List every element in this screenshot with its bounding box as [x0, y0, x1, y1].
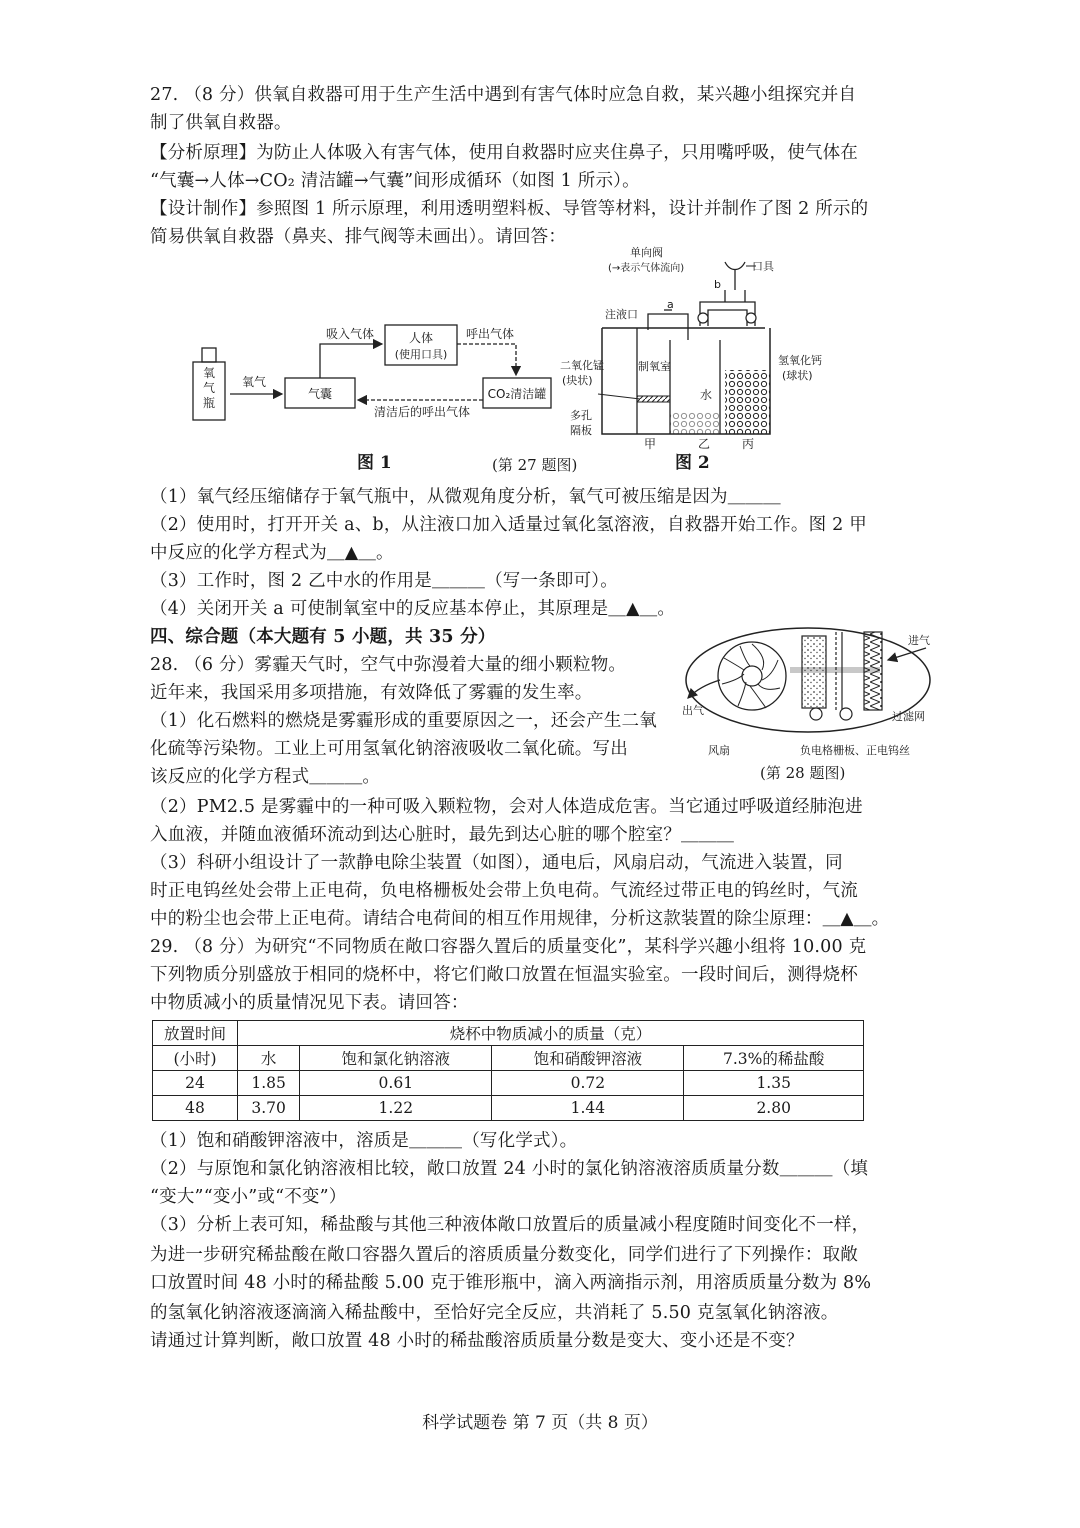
- q29-question-1: （1）饱和硝酸钾溶液中，溶质是＿＿＿（写化学式）。: [150, 1131, 578, 1151]
- q29-line-3: 中物质减小的质量情况见下表。请回答：: [150, 993, 469, 1013]
- figure-1-label: 图 1: [357, 453, 392, 473]
- body-sublabel: (使用口具): [394, 348, 448, 361]
- q29-line-1: 29. （8 分）为研究“不同物质在敞口容器久置后的质量变化”，某科学兴趣小组将 10.00 克: [150, 937, 867, 957]
- q27-question-2: （2）使用时，打开开关 a、b，从注液口加入适量过氧化氢溶液，自救器开始工作。图 2 甲: [150, 515, 867, 535]
- q28-line-6: （2）PM2.5 是雾霾中的一种可吸入颗粒物，会对人体造成危害。当它通过呼吸道经肺泡进: [150, 797, 863, 817]
- q28-line-10: 中的粉尘也会带上正电荷。请结合电荷间的相互作用规律，分析这款装置的除尘原理：＿▲＿。: [150, 909, 890, 929]
- mouthpiece-label: 口具: [752, 260, 774, 273]
- inlet-air-label: 进气: [908, 634, 930, 647]
- oxygen-bottle-label-1: 氧: [202, 366, 216, 380]
- q27-question-3: （3）工作时，图 2 乙中水的作用是＿＿＿（写一条即可）。: [150, 571, 618, 591]
- mno2-sublabel: (块状): [562, 374, 593, 387]
- caoh-sublabel: (球状): [782, 369, 813, 382]
- q29-question-3: （3）分析上表可知，稀盐酸与其他三种液体敞口放置后的质量减小程度随时间变化不一样，: [150, 1215, 870, 1235]
- inhale-label: 吸入气体: [325, 327, 375, 341]
- column-header: 饱和硝酸钾溶液: [492, 1046, 684, 1071]
- q29-question-3-line-4: 的氢氧化钠溶液逐滴滴入稀盐酸中，至恰好完全反应，共消耗了 5.50 克氢氧化钠溶液。: [150, 1303, 839, 1323]
- q29-question-3-line-3: 口放置时间 48 小时的稀盐酸 5.00 克于锥形瓶中，滴入两滴指示剂，用溶质质量分数为 8%: [150, 1273, 872, 1293]
- figure-28-caption: (第 28 题图): [760, 764, 846, 782]
- caoh-label: 氢氧化钙: [778, 354, 822, 367]
- table-subheader-row: [153, 1046, 864, 1071]
- q28-line-2: 近年来，我国采用多项措施，有效降低了雾霾的发生率。: [150, 683, 593, 703]
- q28-line-3: （1）化石燃料的燃烧是雾霾形成的重要原因之一，还会产生二氧: [150, 711, 657, 731]
- table-cell: 48: [153, 1096, 238, 1121]
- chamber-label: 制氧室: [638, 360, 671, 373]
- oxygen-bottle-label-3: 瓶: [202, 396, 216, 410]
- page-footer: 科学试题卷 第 7 页（共 8 页）: [422, 1413, 658, 1433]
- time-unit-header: (小时): [153, 1046, 238, 1071]
- porous-plate-sublabel: 隔板: [570, 424, 592, 437]
- q29-question-2: （2）与原饱和氯化钠溶液相比较，敞口放置 24 小时的氯化钠溶液溶质质量分数＿＿＿（填: [150, 1159, 869, 1179]
- column-header: 饱和氯化钠溶液: [300, 1046, 492, 1071]
- airbag-label: 气囊: [307, 387, 333, 401]
- switch-b-label: b: [714, 278, 721, 291]
- table-cell: 3.70: [238, 1096, 300, 1121]
- outlet-air-label: 出气: [682, 704, 704, 717]
- exhale-label: 呼出气体: [465, 327, 515, 341]
- q28-line-1: 28. （6 分）雾霾天气时，空气中弥漫着大量的细小颗粒物。: [150, 655, 627, 675]
- table-cell: 0.61: [300, 1071, 492, 1096]
- q27-line-1: 27. （8 分）供氧自救器可用于生产生活中遇到有害气体时应急自救，某兴趣小组探究并自: [150, 85, 857, 105]
- co2-can-label: CO₂清洁罐: [487, 387, 547, 401]
- table-cell: 24: [153, 1071, 238, 1096]
- body-label: 人体: [408, 331, 434, 345]
- table-cell: 1.85: [238, 1071, 300, 1096]
- oxygen-label: 氧气: [241, 375, 267, 389]
- part-yi-label: 乙: [698, 437, 711, 451]
- q27-line-4: “气囊→人体→CO₂ 清洁罐→气囊”间形成循环（如图 1 所示）。: [150, 171, 640, 191]
- filter-label: 过滤网: [892, 710, 925, 723]
- part-jia-label: 甲: [644, 437, 657, 451]
- figure-1-diagram: [190, 320, 570, 434]
- fan-label: 风扇: [708, 744, 730, 757]
- q28-line-7: 入血液，并随血液循环流动到达心脏时，最先到达心脏的哪个腔室？＿＿＿: [150, 825, 735, 845]
- table-row: [153, 1096, 864, 1121]
- mno2-label: 二氧化锰: [560, 359, 604, 372]
- figure-27-caption: (第 27 题图): [492, 456, 578, 474]
- valve-label: 单向阀: [630, 246, 663, 259]
- plates-label: 负电格栅板、正电钨丝: [800, 744, 910, 757]
- q27-line-2: 制了供氧自救器。: [150, 113, 292, 133]
- q28-line-5: 该反应的化学方程式＿＿＿。: [150, 767, 381, 787]
- oxygen-bottle-label-2: 气: [202, 381, 216, 395]
- porous-plate-label: 多孔: [570, 409, 592, 422]
- q27-question-1: （1）氧气经压缩储存于氧气瓶中，从微观角度分析，氧气可被压缩是因为＿＿＿: [150, 487, 781, 507]
- table-cell: 2.80: [684, 1096, 864, 1121]
- q28-line-8: （3）科研小组设计了一款静电除尘装置（如图），通电后，风扇启动，气流进入装置，同: [150, 853, 843, 873]
- figure-2-label: 图 2: [675, 453, 710, 473]
- q27-line-3: 【分析原理】为防止人体吸入有害气体，使用自救器时应夹住鼻子，只用嘴呼吸，使气体在: [150, 143, 858, 163]
- q29-line-2: 下列物质分别盛放于相同的烧杯中，将它们敞口放置在恒温实验室。一段时间后，测得烧杯: [150, 965, 858, 985]
- inlet-label: 注液口: [605, 308, 638, 321]
- column-header: 7.3%的稀盐酸: [684, 1046, 864, 1071]
- mass-loss-table: [152, 1020, 864, 1121]
- table-cell: 1.35: [684, 1071, 864, 1096]
- q28-line-9: 时正电钨丝处会带上正电荷，负电格栅板处会带上负电荷。气流经过带正电的钨丝时，气流: [150, 881, 858, 901]
- table-cell: 0.72: [492, 1071, 684, 1096]
- section-4-heading: 四、综合题（本大题有 5 小题，共 35 分）: [150, 627, 496, 647]
- cleaned-gas-label: 清洁后的呼出气体: [373, 405, 471, 419]
- q29-question-2-cont: “变大”“变小”或“不变”）: [150, 1187, 347, 1207]
- table-row: [153, 1071, 864, 1096]
- figure-28-diagram: [680, 618, 940, 772]
- q27-line-5: 【设计制作】参照图 1 所示原理，利用透明塑料板、导管等材料，设计并制作了图 2 所示的: [150, 199, 869, 219]
- figure-2-diagram: [560, 244, 830, 458]
- table-cell: 1.44: [492, 1096, 684, 1121]
- q29-question-3-line-5: 请通过计算判断，敞口放置 48 小时的稀盐酸溶质质量分数是变大、变小还是不变？: [150, 1331, 804, 1351]
- table-header-row: [153, 1021, 864, 1046]
- column-header: 水: [238, 1046, 300, 1071]
- valve-note: (→表示气体流向): [608, 263, 685, 274]
- switch-a-label: a: [667, 298, 674, 311]
- q27-question-4: （4）关闭开关 a 可使制氧室中的反应基本停止，其原理是＿▲＿。: [150, 599, 676, 619]
- time-header: 放置时间: [153, 1021, 238, 1046]
- table-cell: 1.22: [300, 1096, 492, 1121]
- water-label: 水: [700, 388, 713, 402]
- q28-line-4: 化硫等污染物。工业上可用氢氧化钠溶液吸收二氧化硫。写出: [150, 739, 628, 759]
- q29-question-3-line-2: 为进一步研究稀盐酸在敞口容器久置后的溶质质量分数变化，同学们进行了下列操作：取敞: [150, 1245, 858, 1265]
- q27-question-2-cont: 中反应的化学方程式为＿▲＿。: [150, 543, 394, 563]
- group-header: 烧杯中物质减小的质量（克）: [238, 1021, 864, 1046]
- q27-line-6: 简易供氧自救器（鼻夹、排气阀等未画出）。请回答：: [150, 227, 567, 247]
- part-bing-label: 丙: [742, 437, 755, 451]
